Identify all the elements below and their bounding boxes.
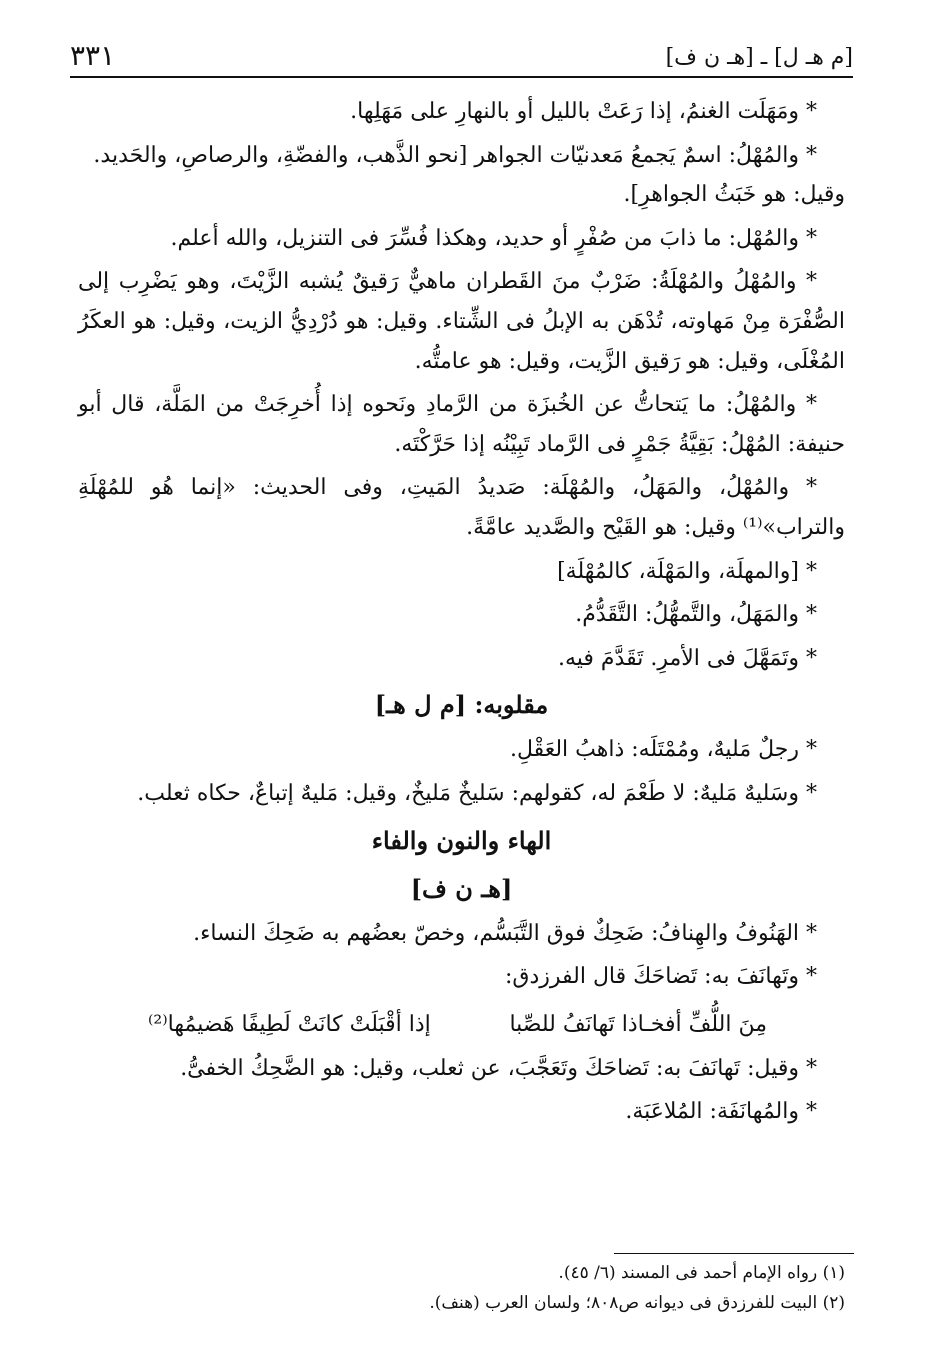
- entry-paragraph: * ومَهَلَت الغنمُ، إذا رَعَتْ بالليل أو بالنهارِ على مَهَلِها.: [350, 99, 817, 124]
- entry-paragraph: * والمُهانَفَة: المُلاعَبَة.: [625, 1099, 817, 1125]
- page-body: [78, 92, 845, 1136]
- page-header: [70, 34, 853, 78]
- entry-paragraph: * وسَليهٌ مَليهٌ: لا طَعْمَ له، كقولهم: سَليخٌ مَليخٌ، وقيل: مَليهٌ إتباعٌ، حكاه ثعلب.: [137, 780, 817, 806]
- subsection-heading: مقلوبه: [م ل هـ]: [374, 690, 549, 720]
- entry-paragraph: * وتَهانَفَ به: تَضاحَكَ قال الفرزدق:: [504, 964, 817, 990]
- entry-paragraph: * وتَمَهَّلَ فى الأمرِ. تَقَدَّمَ فيه.: [557, 645, 817, 671]
- poetry-verse: [78, 1001, 845, 1049]
- footnote: (١) رواه الإمام أحمد فى المسند (٦/ ٤٥).: [558, 1263, 845, 1283]
- entry-paragraph: * والمُهْلُ، والمَهَلُ، والمُهْلَة: صَديدُ المَيتِ، وفى الحديث: «إنما هُو للمُهْلَةِ والتراب»⁽¹⁾ وقيل: هو القَيْح والصَّديد عامَّةً.: [78, 475, 845, 540]
- entry-paragraph: * والمَهَلُ، والتَّمهُّلُ: التَّقَدُّمُ.: [575, 602, 817, 628]
- root-title: [هـ ن ف]: [410, 873, 513, 903]
- footnote-divider: [614, 1253, 854, 1254]
- entry-paragraph: * وقيل: تَهانَفَ به: تَضاحَكَ وتَعَجَّبَ، عن ثعلب، وقيل: هو الضَّحِكُ الخفىُّ.: [180, 1055, 817, 1081]
- page-number: ٣٣١: [70, 39, 116, 72]
- entry-paragraph: * والمُهْلُ والمُهْلَةُ: ضَرْبٌ منَ القَطران ماهيٌّ رَقيقٌ يُشبه الزَّيْتَ، وهو يَضْرِب إلى الصُّفْرَة مِنْ مَهاوته، تُدْهَن به الإبلُ فى الشِّتاء. وقيل: هو دُرْدِيُّ الزيت، وقيل: هو العكَرُ المُغْلَى، وقيل: هو رَقيق الزَّيت، وقيل: هو عامتُّه.: [78, 269, 845, 374]
- entry-paragraph: * والمُهْلُ: ما يَتحاتُّ عن الخُبزَة من الرَّمادِ ونَحوه إذا أُخرِجَتْ من المَلَّة، قال أبو حنيفة: المُهْلُ: بَقِيَّةُ جَمْرٍ فى الرَّماد تَبِيْنُه إذا حَرَّكْتَه.: [78, 392, 845, 457]
- entry-paragraph: * رجلٌ مَليهٌ، ومُمْتَلَه: ذاهبُ العَقْلِ.: [509, 737, 817, 763]
- entry-paragraph: * [والمهلَة، والمَهْلَة، كالمُهْلَة]: [557, 558, 817, 584]
- entry-paragraph: * والمُهْلُ: اسمٌ يَجمعُ مَعدنيّات الجواهر [نحو الذَّهب، والفضّةِ، والرصاصِ، والحَديد.: [93, 142, 817, 168]
- footnotes: [78, 1258, 845, 1318]
- entry-paragraph: * الهَنُوفُ والهِنافُ: ضَحِكٌ فوق التَّبَسُّم، وخصّ بعضُهم به ضَحِكَ النساء.: [193, 920, 817, 946]
- running-title: [م هـ ل] ـ [هـ ن ف]: [665, 45, 853, 70]
- entry-paragraph: * والمُهْل: ما ذابَ من صُفْرٍ أو حديد، وهكذا فُسِّرَ فى التنزيل، والله أعلم.: [170, 225, 817, 251]
- verse-hemistich-first: مِنَ اللُّفِّ أفخـاذا تَهانَفُ للصِّبا: [509, 1011, 767, 1037]
- section-title: الهاء والنون والفاء: [371, 825, 552, 855]
- entry-paragraph: وقيل: هو خَبَثُ الجواهرِ].: [623, 182, 845, 208]
- footnote: (٢) البيت للفرزدق فى ديوانه ص٨٠٨؛ ولسان العرب (هنف).: [429, 1293, 845, 1313]
- verse-hemistich-second: إذا أقْبَلَتْ كانَتْ لَطِيفًا هَضيمُها⁽²⁾: [148, 1011, 431, 1037]
